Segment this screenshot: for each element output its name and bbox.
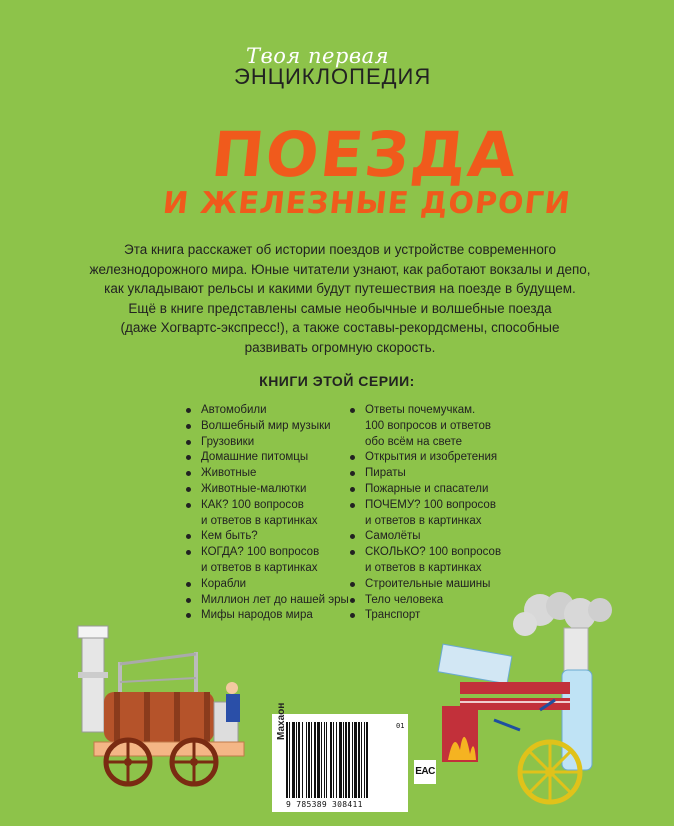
series-book-item: Строительные машины: [350, 577, 501, 593]
book-description: [80, 240, 600, 357]
series-book-item: Волшебный мир музыки: [186, 419, 349, 435]
barcode-area: [272, 714, 408, 812]
book-title: ПОЕЗДА: [208, 118, 523, 191]
description-line: (даже Хогвартс-экспресс!), а также составы-рекордсмены, способные: [120, 320, 560, 335]
series-book-item: Мифы народов мира: [186, 608, 349, 624]
series-book-item: Грузовики: [186, 435, 349, 451]
barcode-suffix: 01: [396, 722, 405, 730]
eac-mark: EAC: [414, 760, 436, 784]
steam-engine-diagram-illustration: [430, 590, 660, 810]
book-subtitle: И ЖЕЛЕЗНЫЕ ДОРОГИ: [161, 186, 573, 221]
barcode-digits: 9 785389 308411: [286, 800, 363, 809]
series-book-item: Домашние питомцы: [186, 450, 349, 466]
series-book-item: Кем быть?: [186, 529, 349, 545]
series-book-item: Животные-малютки: [186, 482, 349, 498]
description-line: Эта книга расскажет об истории поездов и устройстве современного: [124, 242, 556, 257]
series-book-item: Тело человека: [350, 593, 501, 609]
steam-locomotive-illustration: [74, 622, 264, 788]
series-book-item: Животные: [186, 466, 349, 482]
series-book-item: Транспорт: [350, 608, 501, 624]
description-line: Ещё в книге представлены самые необычные и волшебные поезда: [128, 300, 552, 316]
series-book-item: Ответы почемучкам. 100 вопросов и ответов обо всём на свете: [350, 403, 501, 450]
series-book-item: КАК? 100 вопросов и ответов в картинках: [186, 498, 349, 530]
series-book-item: Пираты: [350, 466, 501, 482]
series-book-item: Корабли: [186, 577, 349, 593]
series-main-label: ЭНЦИКЛОПЕДИЯ: [234, 64, 432, 89]
description-line: развивать огромную скорость.: [244, 339, 436, 355]
series-book-item: Открытия и изобретения: [350, 450, 501, 466]
series-book-item: КОГДА? 100 вопросов и ответов в картинках: [186, 545, 349, 577]
series-book-item: Миллион лет до нашей эры: [186, 593, 349, 609]
series-script-label: Твоя первая: [246, 44, 389, 68]
description-line: как укладывают рельсы и какими будут путешествия на поезде в будущем.: [104, 281, 576, 296]
barcode-image: [272, 714, 408, 812]
series-book-item: ПОЧЕМУ? 100 вопросов и ответов в картинках: [350, 498, 501, 530]
series-book-item: СКОЛЬКО? 100 вопросов и ответов в картинках: [350, 545, 501, 577]
series-book-item: Автомобили: [186, 403, 349, 419]
series-book-item: Самолёты: [350, 529, 501, 545]
series-list-heading: КНИГИ ЭТОЙ СЕРИИ:: [259, 373, 415, 389]
series-book-item: Пожарные и спасатели: [350, 482, 501, 498]
description-line: железнодорожного мира. Юные читатели узнают, как работают вокзалы и депо,: [89, 261, 591, 277]
publisher-logo: Махаон: [276, 702, 287, 740]
series-list-left: [186, 403, 349, 624]
